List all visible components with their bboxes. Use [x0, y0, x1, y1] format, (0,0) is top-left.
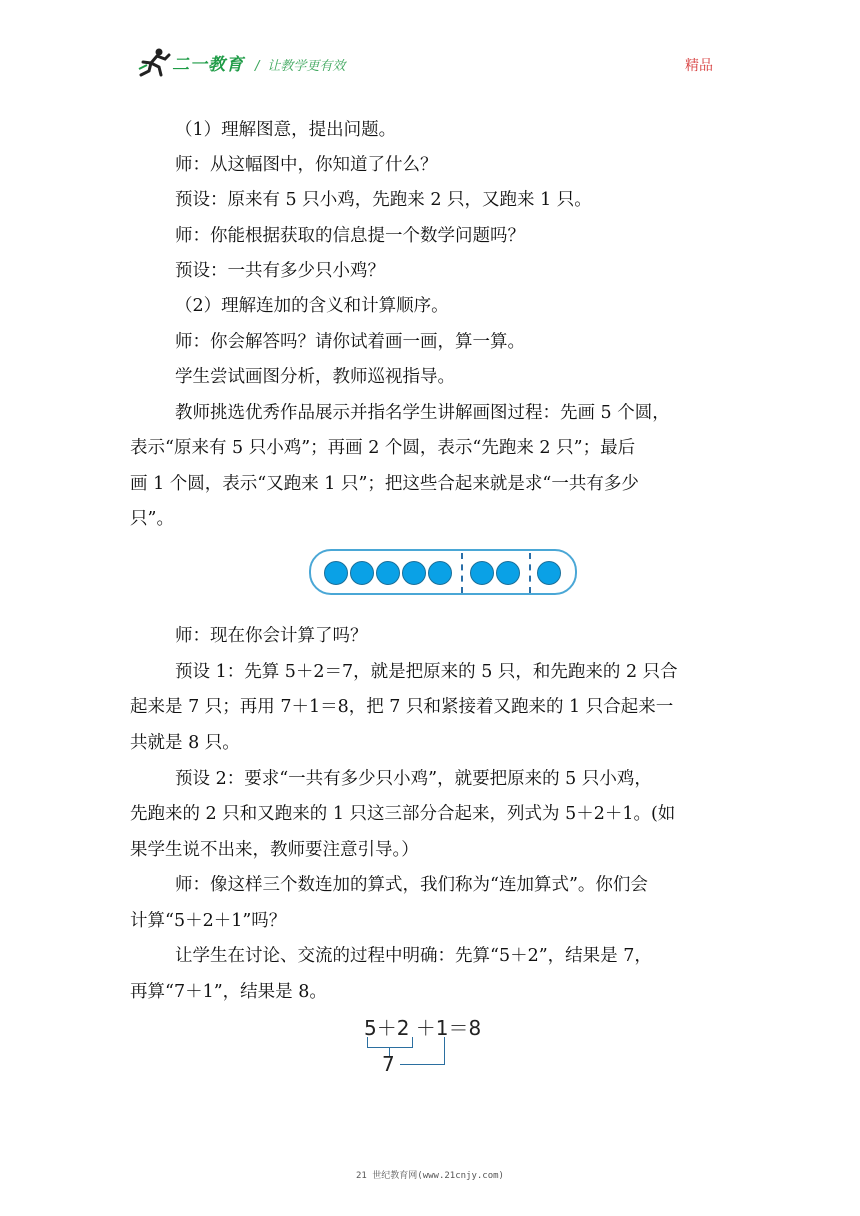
addition-formula — [360, 1010, 500, 1080]
text-line: 计算“5＋2＋1”吗？ — [130, 911, 287, 931]
text-line: 预设 1：先算 5＋2＝7，就是把原来的 5 只，和先跑来的 2 只合 — [175, 662, 678, 682]
circle-original — [402, 561, 426, 585]
slogan-text: 让教学更有效 — [267, 59, 346, 74]
text-line: 师：像这样三个数连加的算式，我们称为“连加算式”。你们会 — [175, 875, 648, 895]
circle-original — [350, 561, 374, 585]
text-line: 师：现在你会计算了吗？ — [175, 626, 368, 646]
text-line: 画 1 个圆，表示“又跑来 1 只”；把这些合起来就是求“一共有多少 — [130, 474, 639, 494]
formula-expression: 5＋2 ＋1＝8 — [364, 1016, 482, 1040]
dashed-divider — [461, 553, 463, 593]
circle-original — [428, 561, 452, 585]
formula-intermediate: 7 — [382, 1052, 395, 1076]
text-line: 教师挑选优秀作品展示并指名学生讲解画图过程：先画 5 个圆， — [175, 403, 670, 423]
text-line: 果学生说不出来，教师要注意引导。） — [130, 840, 419, 860]
logo-text: 二一教育 — [172, 55, 244, 75]
text-line: 先跑来的 2 只和又跑来的 1 只这三部分合起来，列式为 5＋2＋1。(如 — [130, 804, 676, 824]
brand-logo — [137, 47, 247, 79]
page-footer: 21 世纪教育网(www.21cnjy.com) — [356, 1171, 504, 1181]
circle-original — [376, 561, 400, 585]
text-line: 师：你能根据获取的信息提一个数学问题吗？ — [175, 226, 525, 246]
text-line: 起来是 7 只；再用 7＋1＝8，把 7 只和紧接着又跑来的 1 只合起来一 — [130, 697, 674, 717]
dashed-divider — [529, 553, 531, 593]
text-line: 预设 2：要求“一共有多少只小鸡”，就要把原来的 5 只小鸡， — [175, 769, 652, 789]
circle-second-arrival — [537, 561, 561, 585]
circle-first-arrival — [470, 561, 494, 585]
text-line: 共就是 8 只。 — [130, 733, 240, 753]
text-line: 学生尝试画图分析，教师巡视指导。 — [175, 367, 455, 387]
text-line: （2）理解连加的含义和计算顺序。 — [175, 296, 449, 316]
runner-icon — [137, 47, 173, 77]
circles-diagram — [309, 549, 577, 595]
slogan: / 让教学更有效 — [255, 59, 346, 74]
bracket-second-sum — [400, 1037, 445, 1065]
text-line: 师：你会解答吗？请你试着画一画，算一算。 — [175, 332, 525, 352]
text-line: 师：从这幅图中，你知道了什么？ — [175, 155, 438, 175]
circle-original — [324, 561, 348, 585]
text-line: 表示“原来有 5 只小鸡”；再画 2 个圆，表示“先跑来 2 只”；最后 — [130, 438, 636, 458]
circle-first-arrival — [496, 561, 520, 585]
quality-tag: 精品 — [685, 58, 713, 74]
text-line: 再算“7＋1”，结果是 8。 — [130, 982, 327, 1002]
text-line: （1）理解图意，提出问题。 — [175, 120, 397, 140]
text-line: 预设：原来有 5 只小鸡，先跑来 2 只，又跑来 1 只。 — [175, 190, 592, 210]
text-line: 只”。 — [130, 509, 174, 529]
text-line: 预设：一共有多少只小鸡？ — [175, 261, 385, 281]
text-line: 让学生在讨论、交流的过程中明确：先算“5＋2”，结果是 7， — [175, 946, 652, 966]
page-header — [0, 0, 860, 90]
